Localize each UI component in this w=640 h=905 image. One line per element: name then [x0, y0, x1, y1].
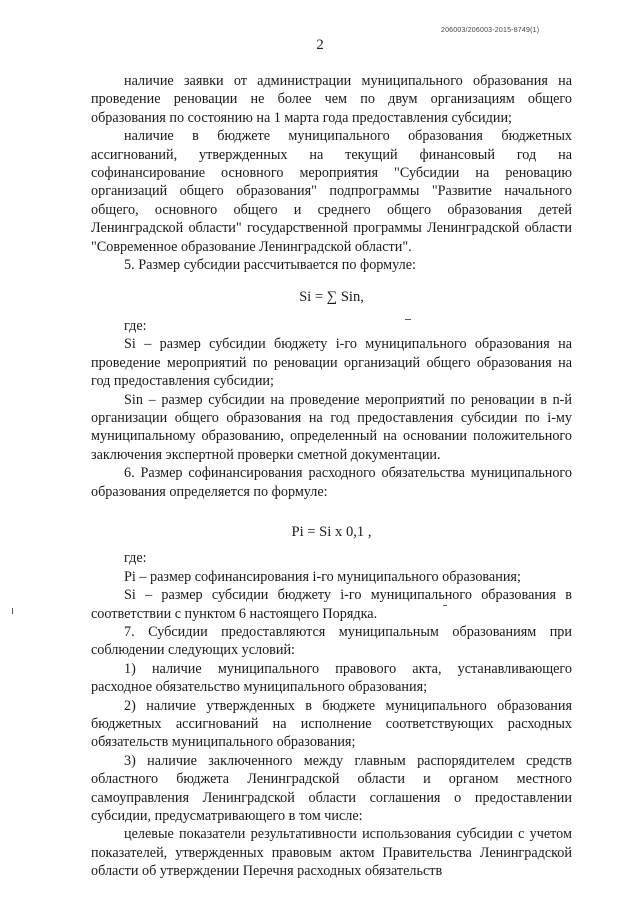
definition-sin: Sin – размер субсидии на проведение мероприятий по реновации в n-й организации общего образования на год предоставления субсидии по i-му муниципальному образованию, определенный на основании положительного заключения экспертной проверки сметной документации. [91, 391, 572, 463]
formula-subsidy: Si = ∑ Sin, [299, 289, 364, 306]
scan-mark [12, 608, 13, 614]
paragraph-budget-allocations: наличие в бюджете муниципального образования бюджетных ассигнований, утвержденных на текущий финансовый год на софинансирование основного мероприятия "Субсидии на реновацию организаций общего образования" подпрограммы "Развитие начального общего, основного общего и среднего общего образования детей Ленинградской области" государственной программы Ленинградской области "Современное образование Ленинградской области". [91, 128, 572, 255]
page-number: 2 [316, 37, 324, 53]
formula-cofinancing: Pi = Si x 0,1 , [291, 523, 372, 540]
condition-agreement: 3) наличие заключенного между главным распорядителем средств областного бюджета Ленинградской области и органом местного самоуправления Ленинградской области соглашения о предоставлении субсидии, предусматривающего в том числе: [91, 752, 572, 825]
definition-si-2: Si – размер субсидии бюджету i-го муниципального образования в соответствии с пунктом 6 настоящего Порядка. [91, 587, 572, 622]
paragraph-target-indicators: целевые показатели результативности использования субсидии с учетом показателей, утвержденных правовым актом Правительства Ленинградской области об утверждении Перечня расходных обязательств [91, 826, 572, 880]
condition-legal-act: 1) наличие муниципального правового акта, устанавливающего расходное обязательство муниципального образования; [91, 660, 572, 696]
paragraph-conditions: 7. Субсидии предоставляются муниципальным образованиям при соблюдении следующих условий: [91, 623, 572, 659]
definition-si: Si – размер субсидии бюджету i-го муниципального образования на проведение мероприятий по реновации организаций общего образования на год предоставления субсидии; [91, 336, 572, 390]
definition-pi: Pi – размер софинансирования i-го муниципального образования; [124, 568, 521, 585]
where-label: где: [124, 317, 147, 334]
condition-budget-allocations: 2) наличие утвержденных в бюджете муниципального образования бюджетных ассигнований на исполнение соответствующих расходных обязательств муниципального образования; [91, 697, 572, 751]
where-label: где: [124, 550, 147, 567]
paragraph-cofinancing: 6. Размер софинансирования расходного обязательства муниципального образования определяется по формуле: [91, 465, 572, 500]
document-id: 206003/206003-2015-8749(1) [441, 27, 540, 34]
paragraph-application: наличие заявки от администрации муниципального образования на проведение реновации не более чем по двум организациям общего образования по состоянию на 1 марта года предоставления субсидии; [91, 73, 572, 126]
scan-mark [443, 605, 447, 606]
paragraph-subsidy-size: 5. Размер субсидии рассчитывается по формуле: [124, 257, 416, 274]
document-body [91, 72, 572, 881]
scan-mark [405, 319, 411, 320]
